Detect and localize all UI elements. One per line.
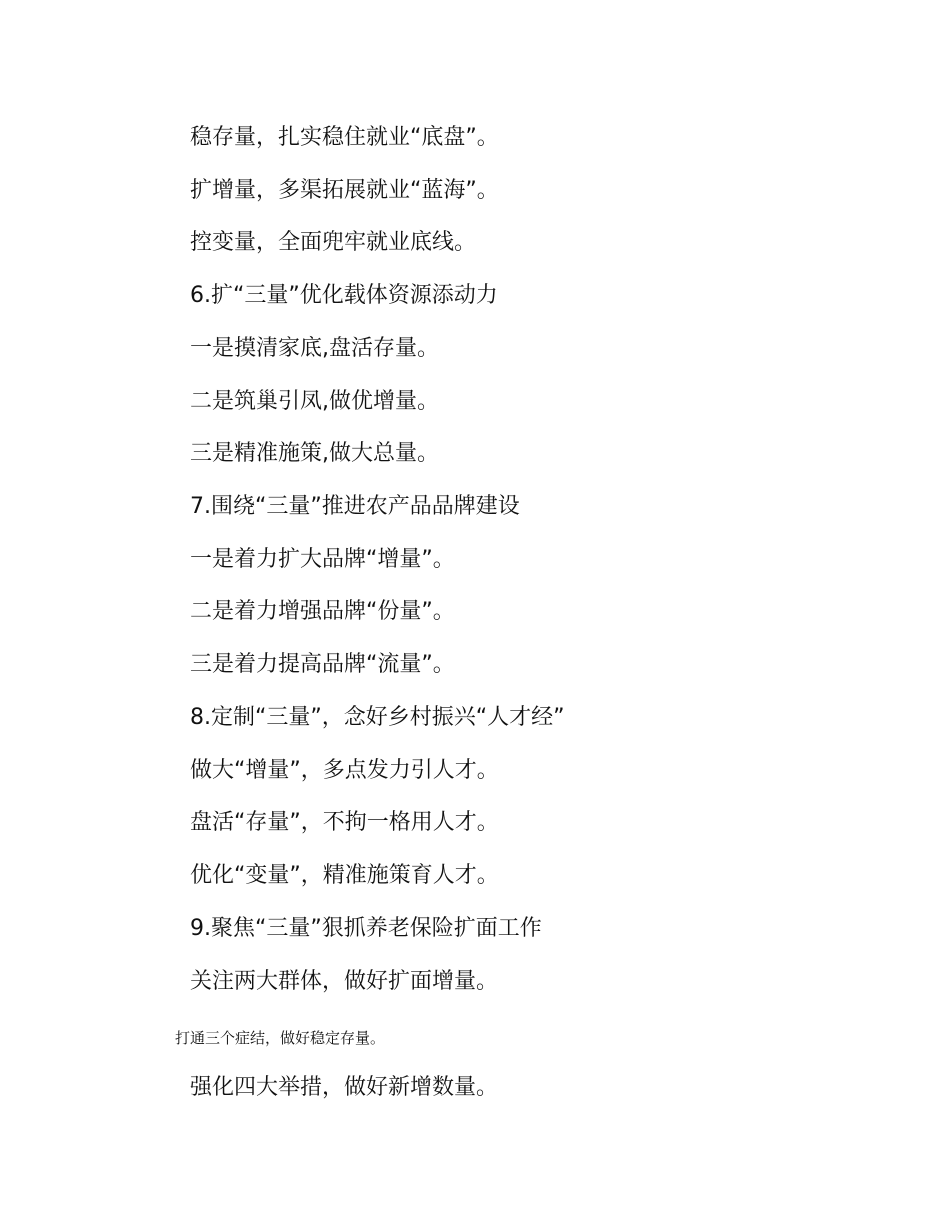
text-line: 二是筑巢引凤,做优增量。 [190, 389, 439, 414]
text-line: 三是着力提高品牌“流量”。 [190, 652, 455, 677]
text-line: 二是着力增强品牌“份量”。 [190, 599, 455, 624]
text-line: 三是精准施策,做大总量。 [190, 441, 439, 466]
text-line: 优化“变量”，精准施策育人才。 [190, 863, 499, 888]
text-line: 盘活“存量”，不拘一格用人才。 [190, 810, 499, 835]
section-heading: 7.围绕“三量”推进农产品品牌建设 [190, 494, 520, 519]
text-line: 一是着力扩大品牌“增量”。 [190, 547, 455, 572]
section-heading: 9.聚焦“三量”狠抓养老保险扩面工作 [190, 916, 542, 941]
text-line-small: 打通三个症结，做好稳定存量。 [175, 1029, 386, 1047]
text-line: 控变量，全面兜牢就业底线。 [190, 230, 477, 255]
text-line: 稳存量，扎实稳住就业“底盘”。 [190, 125, 499, 150]
text-line: 一是摸清家底,盘活存量。 [190, 336, 439, 361]
text-line: 做大“增量”，多点发力引人才。 [190, 758, 499, 783]
text-line: 强化四大举措，做好新增数量。 [190, 1075, 499, 1100]
text-line: 扩增量，多渠拓展就业“蓝海”。 [190, 178, 499, 203]
text-line: 关注两大群体，做好扩面增量。 [190, 969, 499, 994]
section-heading: 6.扩“三量”优化载体资源添动力 [190, 283, 498, 308]
section-heading: 8.定制“三量”，念好乡村振兴“人才经” [190, 705, 565, 730]
